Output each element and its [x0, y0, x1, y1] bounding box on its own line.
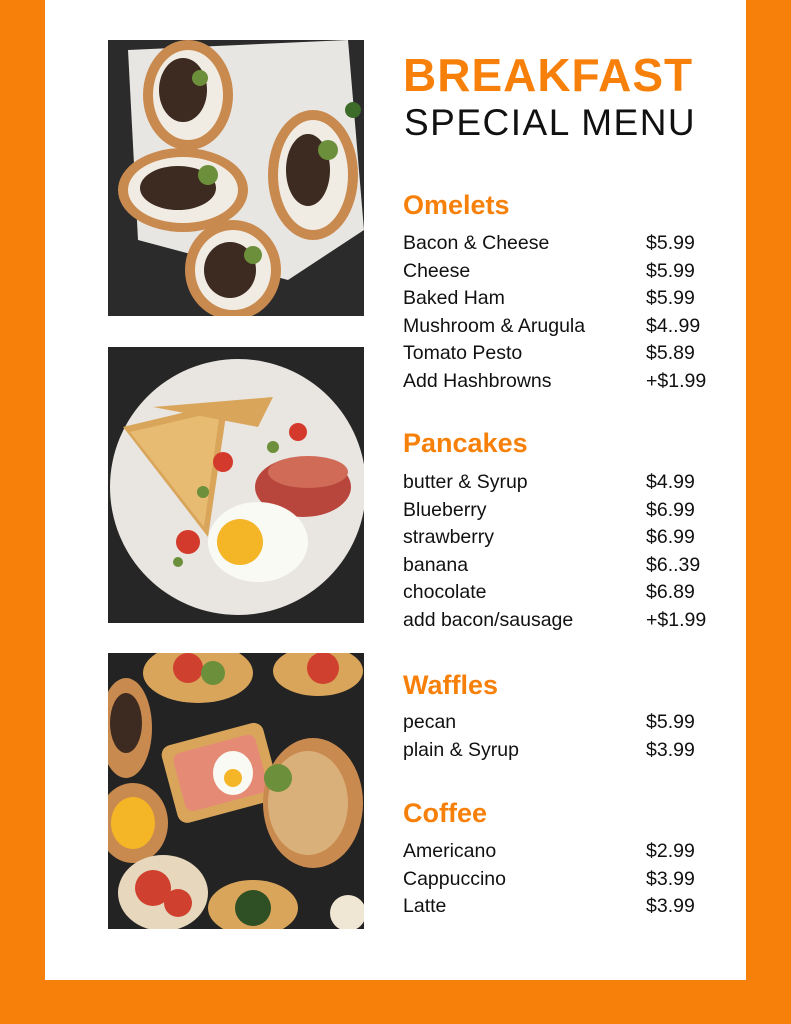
section-title-coffee: Coffee	[403, 798, 488, 828]
list-item	[403, 368, 708, 396]
item-name: strawberry	[403, 526, 495, 548]
list-item	[403, 579, 708, 607]
list-item	[403, 285, 708, 313]
section-title-waffles: Waffles	[403, 670, 499, 700]
pancakes-list	[403, 469, 708, 634]
eggs-bacon-toast-photo	[108, 347, 364, 623]
item-price: $5.99	[646, 259, 695, 282]
list-item	[403, 552, 708, 580]
item-name: Blueberry	[403, 498, 487, 521]
item-name: Baked Ham	[403, 287, 505, 309]
item-name: chocolate	[403, 581, 487, 603]
item-name: Add Hashbrowns	[403, 369, 552, 392]
item-price: $5.89	[646, 342, 695, 364]
waffles-list	[403, 709, 708, 764]
item-price: $3.99	[646, 738, 695, 761]
item-name: Bacon & Cheese	[403, 232, 550, 254]
item-price: $2.99	[646, 840, 695, 862]
list-item	[403, 524, 708, 552]
open-sandwiches-photo	[108, 653, 364, 929]
item-name: butter & Syrup	[403, 471, 528, 493]
list-item	[403, 737, 708, 765]
item-price: $6..39	[646, 553, 701, 576]
item-price: $6.99	[646, 526, 695, 548]
item-name: Cappuccino	[403, 867, 506, 890]
item-price: $6.99	[646, 498, 695, 521]
item-price: $5.99	[646, 287, 695, 309]
list-item	[403, 313, 708, 341]
item-name: banana	[403, 553, 469, 576]
menu-title: BREAKFAST	[403, 49, 694, 101]
item-price: +$1.99	[646, 369, 707, 392]
item-name: pecan	[403, 711, 457, 733]
list-item	[403, 838, 708, 866]
item-price: $5.99	[646, 232, 695, 254]
mushroom-toast-photo	[108, 40, 364, 316]
list-item	[403, 340, 708, 368]
item-price: $3.99	[646, 895, 695, 917]
item-name: add bacon/sausage	[403, 608, 574, 631]
omelets-list	[403, 230, 708, 395]
coffee-list	[403, 838, 708, 921]
section-title-omelets: Omelets	[403, 190, 510, 220]
list-item	[403, 230, 708, 258]
list-item	[403, 607, 708, 635]
item-name: plain & Syrup	[403, 738, 519, 761]
list-item	[403, 497, 708, 525]
menu-subtitle: SPECIAL MENU	[404, 102, 697, 143]
list-item	[403, 866, 708, 894]
item-name: Mushroom & Arugula	[403, 314, 586, 337]
item-name: Cheese	[403, 259, 471, 282]
item-price: $5.99	[646, 711, 695, 733]
item-price: $4..99	[646, 314, 701, 337]
item-price: $4.99	[646, 471, 695, 493]
item-name: Americano	[403, 840, 497, 862]
item-name: Tomato Pesto	[403, 342, 523, 364]
item-price: $3.99	[646, 867, 695, 890]
section-title-pancakes: Pancakes	[403, 428, 528, 458]
item-price: +$1.99	[646, 608, 707, 631]
item-price: $6.89	[646, 581, 695, 603]
item-name: Latte	[403, 895, 447, 917]
list-item	[403, 258, 708, 286]
list-item	[403, 893, 708, 921]
list-item	[403, 469, 708, 497]
list-item	[403, 709, 708, 737]
